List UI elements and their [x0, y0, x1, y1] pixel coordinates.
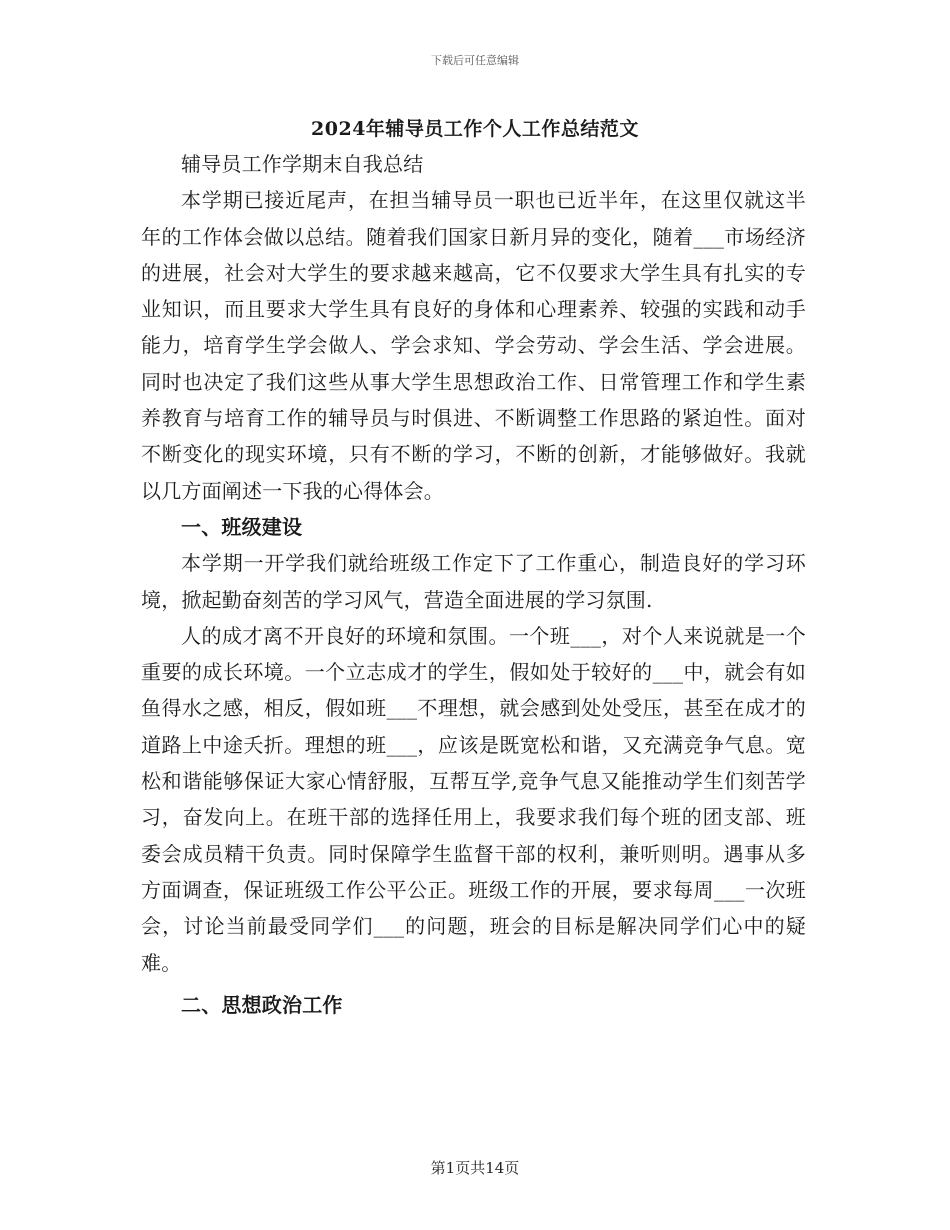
- section-heading: 一、班级建设: [181, 514, 303, 539]
- document-title: 2024年辅导员工作个人工作总结范文: [311, 118, 639, 140]
- paragraph: 本学期一开学我们就给班级工作定下了工作重心，制造良好的学习环境，掀起勤奋刻苦的学习风气，营造全面进展的学习氛围.: [141, 551, 806, 612]
- paragraph: 人的成才离不开良好的环境和氛围。一个班___，对个人来说就是一个重要的成长环境。一个立志成才的学生，假如处于较好的___中，就会有如鱼得水之感，相反，假如班___不理想，就会感到处处受压，甚至在成才的道路上中途夭折。理想的班___，应该是既宽松和谐，又充满竞争气息。宽松和谐能够保证大家心情舒服，互帮互学,竞争气息又能推动学生们刻苦学习，奋发向上。在班干部的选择任用上，我要求我们每个班的团支部、班委会成员精干负责。同时保障学生监督干部的权利，兼听则明。遇事从多方面调查，保证班级工作公平公正。班级工作的开展，要求每周___一次班会，讨论当前最受同学们___的问题，班会的目标是解决同学们心中的疑难。: [141, 623, 806, 975]
- paragraph: 本学期已接近尾声，在担当辅导员一职也已近半年，在这里仅就这半年的工作体会做以总结。随着我们国家日新月异的变化，随着___市场经济的进展，社会对大学生的要求越来越高，它不仅要求大学生具有扎实的专业知识，而且要求大学生具有良好的身体和心理素养、较强的实践和动手能力，培育学生学会做人、学会求知、学会劳动、学会生活、学会进展。同时也决定了我们这些从事大学生思想政治工作、日常管理工作和学生素养教育与培育工作的辅导员与时俱进、不断调整工作思路的紧迫性。面对不断变化的现实环境，只有不断的学习，不断的创新，才能够做好。我就以几方面阐述一下我的心得体会。: [141, 188, 806, 503]
- page-footer: 第1页共14页: [430, 1159, 520, 1177]
- document-body: [141, 146, 806, 1023]
- header-note: 下载后可任意编辑: [431, 54, 519, 67]
- section-heading: 二、思想政治工作: [181, 992, 343, 1017]
- paragraph-subtitle: 辅导员工作学期末自我总结: [181, 152, 424, 176]
